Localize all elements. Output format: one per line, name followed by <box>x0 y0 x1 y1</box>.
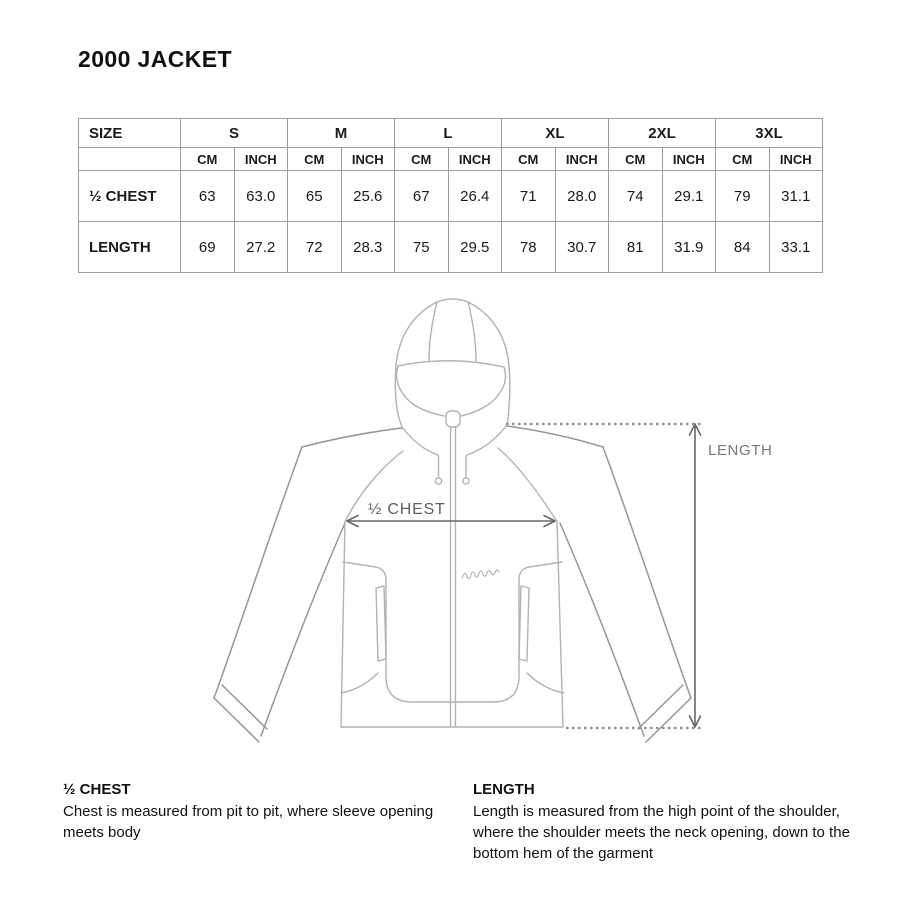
value-cell: 65 <box>288 171 342 222</box>
unit-header: CM <box>288 148 342 171</box>
right-cuff-end <box>646 698 691 742</box>
hood-seam-left <box>429 302 437 361</box>
value-cell: 84 <box>716 222 770 273</box>
value-cell: 75 <box>395 222 449 273</box>
unit-header: INCH <box>234 148 288 171</box>
value-cell: 28.0 <box>555 171 609 222</box>
value-cell: 74 <box>609 171 663 222</box>
note-length-body: Length is measured from the high point of the shoulder, where the shoulder meets the neck opening, down to the bottom hem of the garment <box>473 803 850 862</box>
left-sleeve-inner <box>261 523 345 736</box>
unit-header: CM <box>502 148 556 171</box>
note-chest-heading: ½ CHEST <box>63 781 131 798</box>
left-cuff-end <box>214 698 259 742</box>
right-cuff-band <box>638 685 683 729</box>
unit-header: INCH <box>662 148 716 171</box>
size-corner-label: SIZE <box>79 119 181 148</box>
value-cell: 25.6 <box>341 171 395 222</box>
unit-header: CM <box>181 148 235 171</box>
unit-header: INCH <box>555 148 609 171</box>
note-length <box>473 779 869 864</box>
measurement-annotations <box>347 424 701 727</box>
note-length-heading: LENGTH <box>473 781 535 798</box>
value-cell: 29.5 <box>448 222 502 273</box>
drawstring-aglet-right <box>463 478 469 484</box>
drawstring-aglet-left <box>435 478 441 484</box>
face-opening-top <box>398 361 504 367</box>
value-cell: 69 <box>181 222 235 273</box>
row-label-chest: ½ CHEST <box>79 171 181 222</box>
face-opening-left <box>397 366 445 416</box>
size-header: 2XL <box>609 119 716 148</box>
unit-header: CM <box>716 148 770 171</box>
length-arrow-label: LENGTH <box>708 442 773 459</box>
hood-outer-left <box>395 302 437 427</box>
pocket-zip-left <box>376 586 386 661</box>
hood-top-panel <box>437 299 468 302</box>
value-cell: 67 <box>395 171 449 222</box>
value-cell: 71 <box>502 171 556 222</box>
value-cell: 30.7 <box>555 222 609 273</box>
value-cell: 31.1 <box>769 171 823 222</box>
face-opening-right <box>461 367 506 416</box>
unit-header: CM <box>609 148 663 171</box>
value-cell: 26.4 <box>448 171 502 222</box>
value-cell: 27.2 <box>234 222 288 273</box>
unit-header: INCH <box>341 148 395 171</box>
note-chest-body: Chest is measured from pit to pit, where sleeve opening meets body <box>63 803 434 841</box>
size-header: 3XL <box>716 119 823 148</box>
pocket-curve-left <box>341 673 378 693</box>
value-cell: 78 <box>502 222 556 273</box>
value-cell: 72 <box>288 222 342 273</box>
value-cell: 31.9 <box>662 222 716 273</box>
hood-seam-right <box>468 302 476 361</box>
front-pocket-panel <box>343 562 562 702</box>
size-header: S <box>181 119 288 148</box>
body-edge-left <box>341 521 345 727</box>
left-cuff-band <box>222 685 267 729</box>
size-header: L <box>395 119 502 148</box>
value-cell: 28.3 <box>341 222 395 273</box>
unit-header: INCH <box>769 148 823 171</box>
page-title: 2000 JACKET <box>78 46 232 72</box>
left-shoulder-line <box>302 428 402 447</box>
value-cell: 63.0 <box>234 171 288 222</box>
pocket-curve-right <box>527 673 564 693</box>
value-cell: 81 <box>609 222 663 273</box>
size-header: XL <box>502 119 609 148</box>
body-edge-right <box>557 521 563 727</box>
unit-header: INCH <box>448 148 502 171</box>
value-cell: 79 <box>716 171 770 222</box>
value-cell: 29.1 <box>662 171 716 222</box>
hood-hem-left <box>402 427 438 455</box>
dotted-guides <box>506 424 701 728</box>
chest-arrow-label: ½ CHEST <box>368 501 446 518</box>
right-shoulder-line <box>507 426 603 447</box>
note-chest <box>63 779 445 843</box>
unit-header: CM <box>395 148 449 171</box>
pocket-zip-right <box>519 586 529 661</box>
right-sleeve-inner <box>560 523 644 736</box>
value-cell: 33.1 <box>769 222 823 273</box>
value-cell: 63 <box>181 171 235 222</box>
size-header: M <box>288 119 395 148</box>
raglan-seam-right <box>498 448 556 520</box>
row-label-length: LENGTH <box>79 222 181 273</box>
brand-logo-squiggle <box>462 570 499 579</box>
jacket-silhouette <box>214 426 691 742</box>
zipper-chin-guard <box>446 411 460 427</box>
